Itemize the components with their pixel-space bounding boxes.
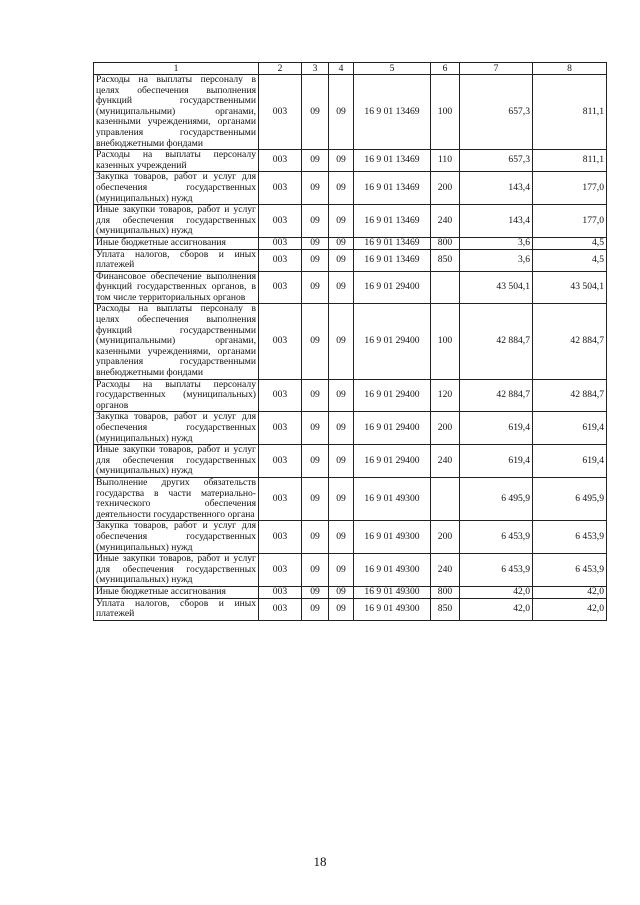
row-name: Иные закупки товаров, работ и услуг для обеспечения государственных (муниципальных) нужд <box>94 445 259 478</box>
cell-admin-code: 003 <box>259 75 302 150</box>
cell-target-item: 16 9 01 29400 <box>354 412 431 445</box>
cell-amount-2: 42 884,7 <box>533 304 607 379</box>
row-name: Закупка товаров, работ и услуг для обеспечения государственных (муниципальных) нужд <box>94 521 259 554</box>
cell-target-item: 16 9 01 13469 <box>354 172 431 205</box>
column-header: 5 <box>354 63 431 75</box>
cell-target-item: 16 9 01 13469 <box>354 205 431 238</box>
cell-amount-2: 6 453,9 <box>533 554 607 587</box>
table-row <box>94 598 607 620</box>
row-name: Иные закупки товаров, работ и услуг для обеспечения государственных (муниципальных) нужд <box>94 554 259 587</box>
column-header: 1 <box>94 63 259 75</box>
cell-expense-type: 240 <box>431 445 460 478</box>
cell-subsection: 09 <box>329 379 354 412</box>
cell-target-item: 16 9 01 49300 <box>354 521 431 554</box>
table-row <box>94 249 607 271</box>
cell-expense-type: 200 <box>431 412 460 445</box>
table-row <box>94 172 607 205</box>
table-row <box>94 237 607 249</box>
cell-subsection: 09 <box>329 172 354 205</box>
cell-section: 09 <box>302 205 329 238</box>
row-name: Закупка товаров, работ и услуг для обеспечения государственных (муниципальных) нужд <box>94 412 259 445</box>
cell-amount-1: 619,4 <box>460 412 533 445</box>
cell-section: 09 <box>302 249 329 271</box>
table-row <box>94 205 607 238</box>
cell-expense-type: 240 <box>431 205 460 238</box>
row-name: Финансовое обеспечение выполнения функций государственных органов, в том числе территориальных органов <box>94 271 259 304</box>
table-row <box>94 554 607 587</box>
table-row <box>94 412 607 445</box>
cell-expense-type: 200 <box>431 172 460 205</box>
table-row <box>94 304 607 379</box>
cell-amount-1: 3,6 <box>460 237 533 249</box>
cell-target-item: 16 9 01 29400 <box>354 379 431 412</box>
cell-admin-code: 003 <box>259 150 302 172</box>
cell-amount-1: 657,3 <box>460 75 533 150</box>
cell-subsection: 09 <box>329 477 354 520</box>
row-name: Выполнение других обязательств государства в части материально-технического обеспечения деятельности государственного органа <box>94 477 259 520</box>
cell-amount-1: 619,4 <box>460 445 533 478</box>
table-row <box>94 477 607 520</box>
table-header-row <box>94 63 607 75</box>
cell-admin-code: 003 <box>259 205 302 238</box>
cell-expense-type: 200 <box>431 521 460 554</box>
column-header: 4 <box>329 63 354 75</box>
cell-amount-1: 43 504,1 <box>460 271 533 304</box>
table-row <box>94 271 607 304</box>
cell-section: 09 <box>302 150 329 172</box>
cell-amount-2: 177,0 <box>533 172 607 205</box>
cell-amount-1: 42,0 <box>460 598 533 620</box>
cell-admin-code: 003 <box>259 554 302 587</box>
cell-amount-2: 619,4 <box>533 445 607 478</box>
cell-section: 09 <box>302 554 329 587</box>
row-name: Уплата налогов, сборов и иных платежей <box>94 249 259 271</box>
cell-target-item: 16 9 01 13469 <box>354 75 431 150</box>
cell-expense-type: 800 <box>431 586 460 598</box>
cell-expense-type: 850 <box>431 598 460 620</box>
cell-expense-type: 100 <box>431 75 460 150</box>
cell-amount-2: 43 504,1 <box>533 271 607 304</box>
cell-admin-code: 003 <box>259 445 302 478</box>
cell-admin-code: 003 <box>259 412 302 445</box>
column-header: 7 <box>460 63 533 75</box>
cell-admin-code: 003 <box>259 304 302 379</box>
cell-section: 09 <box>302 598 329 620</box>
budget-table <box>93 62 607 621</box>
cell-amount-2: 811,1 <box>533 150 607 172</box>
cell-expense-type: 110 <box>431 150 460 172</box>
cell-section: 09 <box>302 445 329 478</box>
cell-subsection: 09 <box>329 150 354 172</box>
cell-target-item: 16 9 01 29400 <box>354 271 431 304</box>
cell-amount-2: 42,0 <box>533 586 607 598</box>
column-header: 8 <box>533 63 607 75</box>
column-header: 2 <box>259 63 302 75</box>
column-header: 6 <box>431 63 460 75</box>
cell-amount-1: 143,4 <box>460 205 533 238</box>
cell-amount-1: 6 453,9 <box>460 554 533 587</box>
cell-amount-2: 177,0 <box>533 205 607 238</box>
row-name: Иные бюджетные ассигнования <box>94 237 259 249</box>
cell-section: 09 <box>302 271 329 304</box>
cell-expense-type: 850 <box>431 249 460 271</box>
cell-target-item: 16 9 01 49300 <box>354 477 431 520</box>
cell-target-item: 16 9 01 13469 <box>354 237 431 249</box>
row-name: Уплата налогов, сборов и иных платежей <box>94 598 259 620</box>
cell-amount-1: 143,4 <box>460 172 533 205</box>
cell-admin-code: 003 <box>259 172 302 205</box>
cell-expense-type: 120 <box>431 379 460 412</box>
cell-target-item: 16 9 01 29400 <box>354 445 431 478</box>
cell-admin-code: 003 <box>259 379 302 412</box>
cell-amount-1: 3,6 <box>460 249 533 271</box>
cell-expense-type <box>431 477 460 520</box>
table-row <box>94 379 607 412</box>
cell-expense-type: 240 <box>431 554 460 587</box>
table-row <box>94 75 607 150</box>
cell-subsection: 09 <box>329 205 354 238</box>
cell-section: 09 <box>302 304 329 379</box>
cell-target-item: 16 9 01 49300 <box>354 598 431 620</box>
cell-subsection: 09 <box>329 304 354 379</box>
cell-subsection: 09 <box>329 445 354 478</box>
cell-amount-1: 42,0 <box>460 586 533 598</box>
cell-amount-1: 42 884,7 <box>460 379 533 412</box>
cell-expense-type <box>431 271 460 304</box>
cell-amount-1: 657,3 <box>460 150 533 172</box>
cell-admin-code: 003 <box>259 237 302 249</box>
cell-target-item: 16 9 01 13469 <box>354 249 431 271</box>
cell-target-item: 16 9 01 49300 <box>354 586 431 598</box>
cell-section: 09 <box>302 75 329 150</box>
cell-section: 09 <box>302 477 329 520</box>
cell-amount-2: 6 495,9 <box>533 477 607 520</box>
cell-section: 09 <box>302 412 329 445</box>
cell-subsection: 09 <box>329 271 354 304</box>
cell-amount-2: 619,4 <box>533 412 607 445</box>
cell-admin-code: 003 <box>259 521 302 554</box>
cell-subsection: 09 <box>329 237 354 249</box>
table-row <box>94 445 607 478</box>
cell-admin-code: 003 <box>259 586 302 598</box>
cell-amount-2: 4,5 <box>533 237 607 249</box>
cell-expense-type: 100 <box>431 304 460 379</box>
cell-target-item: 16 9 01 13469 <box>354 150 431 172</box>
row-name: Расходы на выплаты персоналу казенных учреждений <box>94 150 259 172</box>
cell-expense-type: 800 <box>431 237 460 249</box>
column-header: 3 <box>302 63 329 75</box>
cell-amount-2: 811,1 <box>533 75 607 150</box>
cell-target-item: 16 9 01 29400 <box>354 304 431 379</box>
cell-subsection: 09 <box>329 412 354 445</box>
cell-section: 09 <box>302 379 329 412</box>
table-row <box>94 521 607 554</box>
cell-section: 09 <box>302 172 329 205</box>
row-name: Расходы на выплаты персоналу государственных (муниципальных) органов <box>94 379 259 412</box>
cell-subsection: 09 <box>329 521 354 554</box>
cell-target-item: 16 9 01 49300 <box>354 554 431 587</box>
cell-admin-code: 003 <box>259 598 302 620</box>
cell-subsection: 09 <box>329 586 354 598</box>
page-number: 18 <box>313 854 327 869</box>
cell-amount-1: 6 495,9 <box>460 477 533 520</box>
cell-amount-2: 42,0 <box>533 598 607 620</box>
row-name: Иные бюджетные ассигнования <box>94 586 259 598</box>
cell-amount-1: 6 453,9 <box>460 521 533 554</box>
cell-admin-code: 003 <box>259 249 302 271</box>
cell-admin-code: 003 <box>259 271 302 304</box>
cell-amount-1: 42 884,7 <box>460 304 533 379</box>
cell-admin-code: 003 <box>259 477 302 520</box>
cell-subsection: 09 <box>329 75 354 150</box>
row-name: Расходы на выплаты персоналу в целях обеспечения выполнения функций государственными (муниципальными) органами, казенными учреждениями, органами управления государственными внебюджетными фондами <box>94 304 259 379</box>
cell-section: 09 <box>302 521 329 554</box>
cell-section: 09 <box>302 237 329 249</box>
table-row <box>94 150 607 172</box>
row-name: Расходы на выплаты персоналу в целях обеспечения выполнения функций государственными (муниципальными) органами, казенными учреждениями, органами управления государственными внебюджетными фондами <box>94 75 259 150</box>
cell-section: 09 <box>302 586 329 598</box>
table-row <box>94 586 607 598</box>
cell-amount-2: 4,5 <box>533 249 607 271</box>
cell-subsection: 09 <box>329 249 354 271</box>
cell-amount-2: 6 453,9 <box>533 521 607 554</box>
cell-subsection: 09 <box>329 554 354 587</box>
cell-amount-2: 42 884,7 <box>533 379 607 412</box>
row-name: Иные закупки товаров, работ и услуг для обеспечения государственных (муниципальных) нужд <box>94 205 259 238</box>
row-name: Закупка товаров, работ и услуг для обеспечения государственных (муниципальных) нужд <box>94 172 259 205</box>
cell-subsection: 09 <box>329 598 354 620</box>
